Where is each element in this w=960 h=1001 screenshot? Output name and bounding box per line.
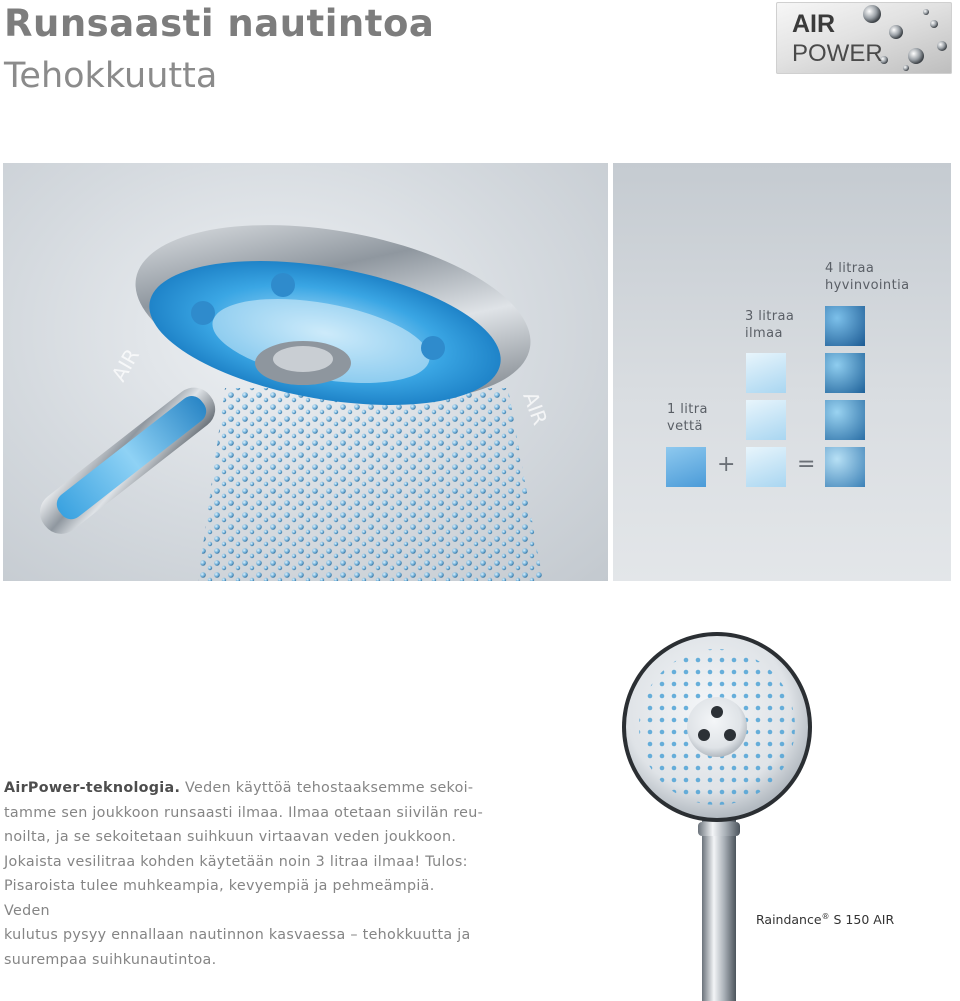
water-label-line1: 1 litra — [667, 402, 708, 417]
air-square-2 — [746, 400, 786, 440]
equals-sign: = — [797, 452, 816, 477]
hand-shower-product-image — [620, 630, 820, 1001]
water-square — [666, 447, 706, 487]
logo-power-text: POWER — [792, 40, 883, 67]
air-square-3 — [746, 447, 786, 487]
air-water-ratio-diagram — [613, 163, 951, 581]
plus-sign: + — [717, 452, 736, 477]
water-label-line2: vettä — [667, 419, 703, 434]
result-label-line2: hyvinvointia — [825, 278, 910, 293]
air-label-line1: 3 litraa — [745, 309, 795, 324]
airpower-description — [4, 776, 484, 972]
result-label — [825, 260, 909, 294]
result-square-4 — [825, 447, 865, 487]
result-label-line1: 4 litraa — [825, 261, 875, 276]
shower-cutaway-illustration — [3, 163, 608, 581]
description-line-4: Jokaista vesilitraa kohden käytetään noin 3 litraa ilmaa! Tulos: — [4, 853, 468, 870]
shower-head-cutaway — [3, 163, 608, 581]
water-label — [667, 401, 708, 435]
description-line-1: Veden käyttöä tehostaaksemme sekoi- — [180, 780, 474, 797]
product-name: Raindance — [756, 912, 822, 928]
air-label-left: AIR — [106, 344, 145, 386]
result-square-2 — [825, 353, 865, 393]
page-subtitle: Tehokkuutta — [4, 56, 218, 96]
airpower-logo — [776, 2, 952, 74]
result-square-3 — [825, 400, 865, 440]
air-label-line2: ilmaa — [745, 326, 783, 341]
air-label — [745, 308, 794, 342]
description-line-2: tamme sen joukkoon runsaasti ilmaa. Ilmaa otetaan siivilän reu- — [4, 804, 484, 821]
result-square-1 — [825, 306, 865, 346]
product-model: S 150 AIR — [829, 912, 895, 928]
air-label-right: AIR — [518, 388, 553, 429]
description-line-5: Pisaroista tulee muhkeampia, kevyempiä ja pehmeämpiä. Veden — [4, 878, 435, 919]
product-caption — [756, 912, 894, 927]
description-lead: AirPower-teknologia. — [4, 780, 181, 797]
description-line-6: kulutus pysyy ennallaan nautinnon kasvaessa – tehokkuutta ja — [4, 927, 471, 944]
registered-mark: ® — [821, 912, 830, 921]
logo-air-text: AIR — [792, 10, 836, 38]
page-title: Runsaasti nautintoa — [4, 2, 435, 45]
description-line-7: suurempaa suihkunautintoa. — [4, 951, 217, 968]
description-line-3: noilta, ja se sekoitetaan suihkuun virtaavan veden joukkoon. — [4, 829, 457, 846]
air-square-1 — [746, 353, 786, 393]
